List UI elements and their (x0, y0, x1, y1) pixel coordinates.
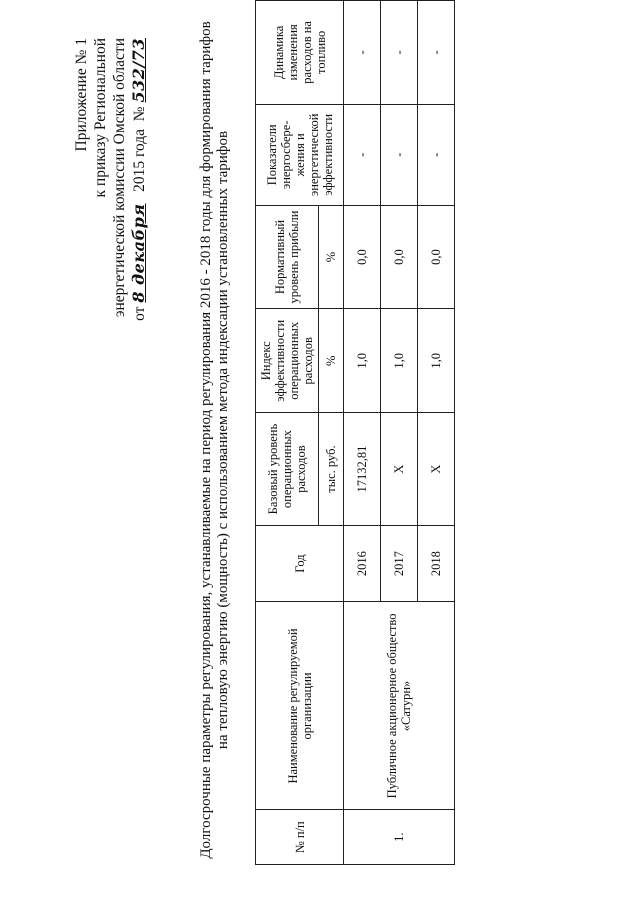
cell-energy: - (344, 104, 381, 205)
cell-base: Х (418, 413, 455, 525)
document-title: Долгосрочные параметры регулирования, устанавливаемые на период регулирования 2016 - 2018 годы для формирования тарифов на тепловую энергию (мощность) с использованием метода индексации установленных тарифов (198, 21, 231, 859)
number-label: № (131, 106, 148, 122)
order-date-line (129, 38, 149, 321)
header-org: Наименование регулируемой организации (256, 602, 344, 810)
header-eff: Индекс эффективности операционных расходов (256, 309, 319, 413)
row-org-name: Публичное акционерное общество «Сатурн» (344, 602, 455, 810)
cell-energy: - (418, 104, 455, 205)
cell-profit: 0,0 (381, 205, 418, 308)
appendix-commission: энергетической комиссии Омской области (111, 38, 128, 318)
cell-year: 2018 (418, 525, 455, 602)
handwritten-order-number: 532/73 (129, 38, 148, 103)
header-energy: Показатели энергосбере-жения и энергетической эффективности (256, 104, 344, 205)
cell-eff: 1,0 (344, 309, 381, 413)
header-fuel: Динамика изменения расходов на топливо (256, 1, 344, 105)
order-year: 2015 года (131, 128, 148, 192)
appendix-order-ref: к приказу Региональной (92, 38, 109, 198)
header-base: Базовый уровень операционных расходов (256, 413, 319, 525)
parameters-table (255, 0, 455, 865)
header-profit: Нормативный уровень прибыли (256, 205, 319, 308)
cell-fuel: - (344, 1, 381, 105)
from-label: от (131, 306, 148, 321)
cell-fuel: - (381, 1, 418, 105)
header-num: № п/п (256, 810, 344, 865)
row-num: 1. (344, 810, 455, 865)
appendix-number: Приложение № 1 (73, 38, 90, 152)
cell-base: Х (381, 413, 418, 525)
cell-fuel: - (418, 1, 455, 105)
cell-base: 17132,81 (344, 413, 381, 525)
cell-profit: 0,0 (344, 205, 381, 308)
cell-year: 2017 (381, 525, 418, 602)
table-header-row (256, 1, 319, 865)
unit-base: тыс. руб. (319, 413, 344, 525)
cell-energy: - (381, 104, 418, 205)
cell-eff: 1,0 (381, 309, 418, 413)
header-year: Год (256, 525, 344, 602)
unit-eff: % (319, 309, 344, 413)
cell-profit: 0,0 (418, 205, 455, 308)
table-row (344, 1, 381, 865)
unit-profit: % (319, 205, 344, 308)
appendix-header (72, 38, 149, 321)
cell-year: 2016 (344, 525, 381, 602)
cell-eff: 1,0 (418, 309, 455, 413)
handwritten-date: 8 декабря (129, 203, 148, 303)
